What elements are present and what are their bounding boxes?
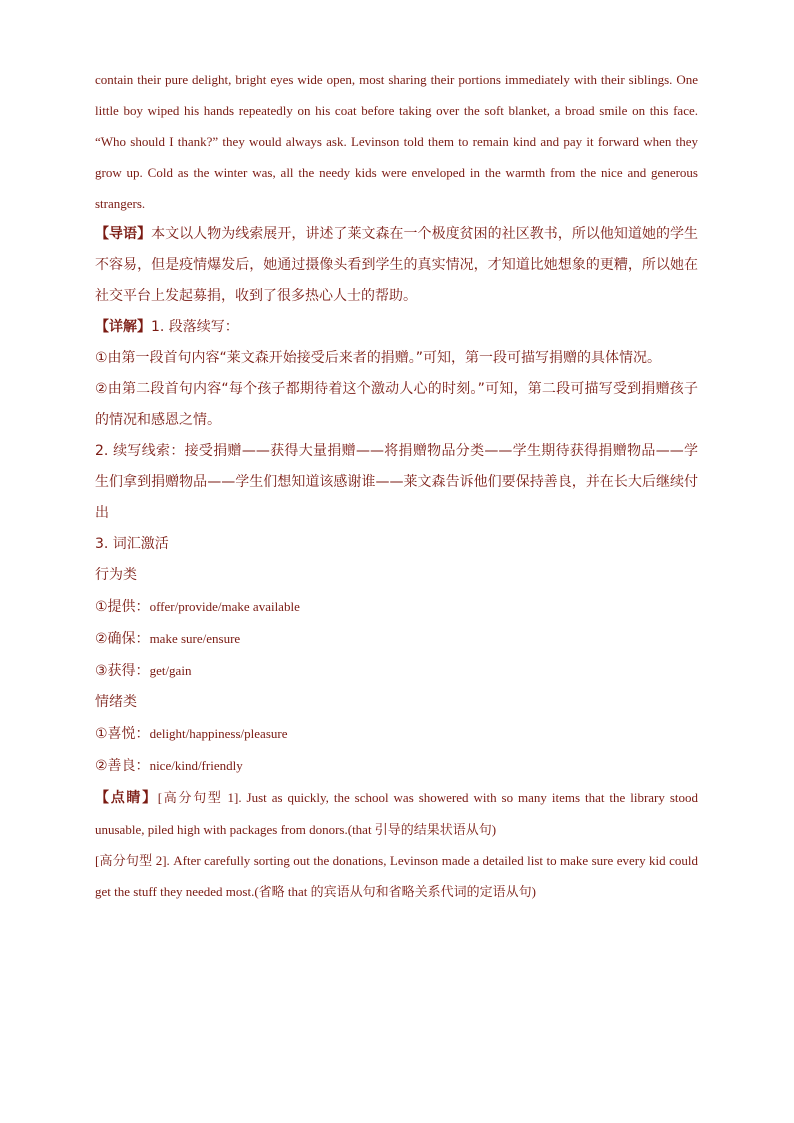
action-item-3: ③获得：get/gain bbox=[95, 663, 192, 679]
highlight-tag: 【点睛】 bbox=[95, 790, 158, 806]
detail-head: 1. 段落续写： bbox=[151, 319, 239, 335]
detail-item-2: ②由第二段首句内容“每个孩子都期待着这个激动人心的时刻。”可知，第二段可描写受到捐赠孩子的情况和感恩之情。 bbox=[95, 381, 698, 428]
guide-tag: 【导语】 bbox=[95, 226, 152, 242]
action-item-2: ②确保：make sure/ensure bbox=[95, 631, 241, 647]
detail-tag: 【详解】 bbox=[95, 319, 151, 335]
action-heading: 行为类 bbox=[95, 567, 137, 583]
emotion-item-1: ①喜悦：delight/happiness/pleasure bbox=[95, 726, 288, 742]
guide-section bbox=[95, 219, 698, 312]
vocab-heading: 3. 词汇激活 bbox=[95, 536, 169, 552]
detail-item-1: ①由第一段首句内容“莱文森开始接受后来者的捐赠。”可知，第一段可描写捐赠的具体情况。 bbox=[95, 350, 662, 366]
emotion-heading: 情绪类 bbox=[95, 694, 137, 710]
emotion-item-2: ②善良：nice/kind/friendly bbox=[95, 758, 243, 774]
story-paragraph: contain their pure delight, bright eyes wide open, most sharing their portions immediately with their siblings. One little boy wiped his hands repeatedly on his coat before taking over the soft blanket, a broad smile on this face. “Who should I thank?” they would always ask. Levinson told them to remain kind and pay it forward when they grow up. Cold as the winter was, all the needy kids were enveloped in the warmth from the nice and generous strangers. bbox=[95, 72, 698, 211]
detail-heading bbox=[95, 312, 698, 343]
writing-clue: 2. 续写线索：接受捐赠——获得大量捐赠——将捐赠物品分类——学生期待获得捐赠物品——学生们拿到捐赠物品——学生们想知道该感谢谁——莱文森告诉他们要保持善良，并在长大后继续付出 bbox=[95, 443, 698, 521]
guide-text: 本文以人物为线索展开，讲述了莱文森在一个极度贫困的社区教书，所以他知道她的学生不容易，但是疫情爆发后，她通过摄像头看到学生的真实情况，才知道比她想象的更糟，所以她在社交平台上发起募捐，收到了很多热心人士的帮助。 bbox=[95, 226, 699, 304]
action-item-1: ①提供：offer/provide/make available bbox=[95, 599, 300, 615]
highlight-sentence-2: [高分句型 2]. After carefully sorting out the donations, Levinson made a detailed list to make sure every kid could get the stuff they needed most.(省略 that 的宾语从句和省略关系代词的定语从句) bbox=[95, 853, 698, 899]
highlight-sentence-1: 【点睛】[高分句型 1]. Just as quickly, the school was showered with so many items that the library stood unusable, piled high with packages from donors.(that 引导的结果状语从句) bbox=[95, 790, 698, 837]
